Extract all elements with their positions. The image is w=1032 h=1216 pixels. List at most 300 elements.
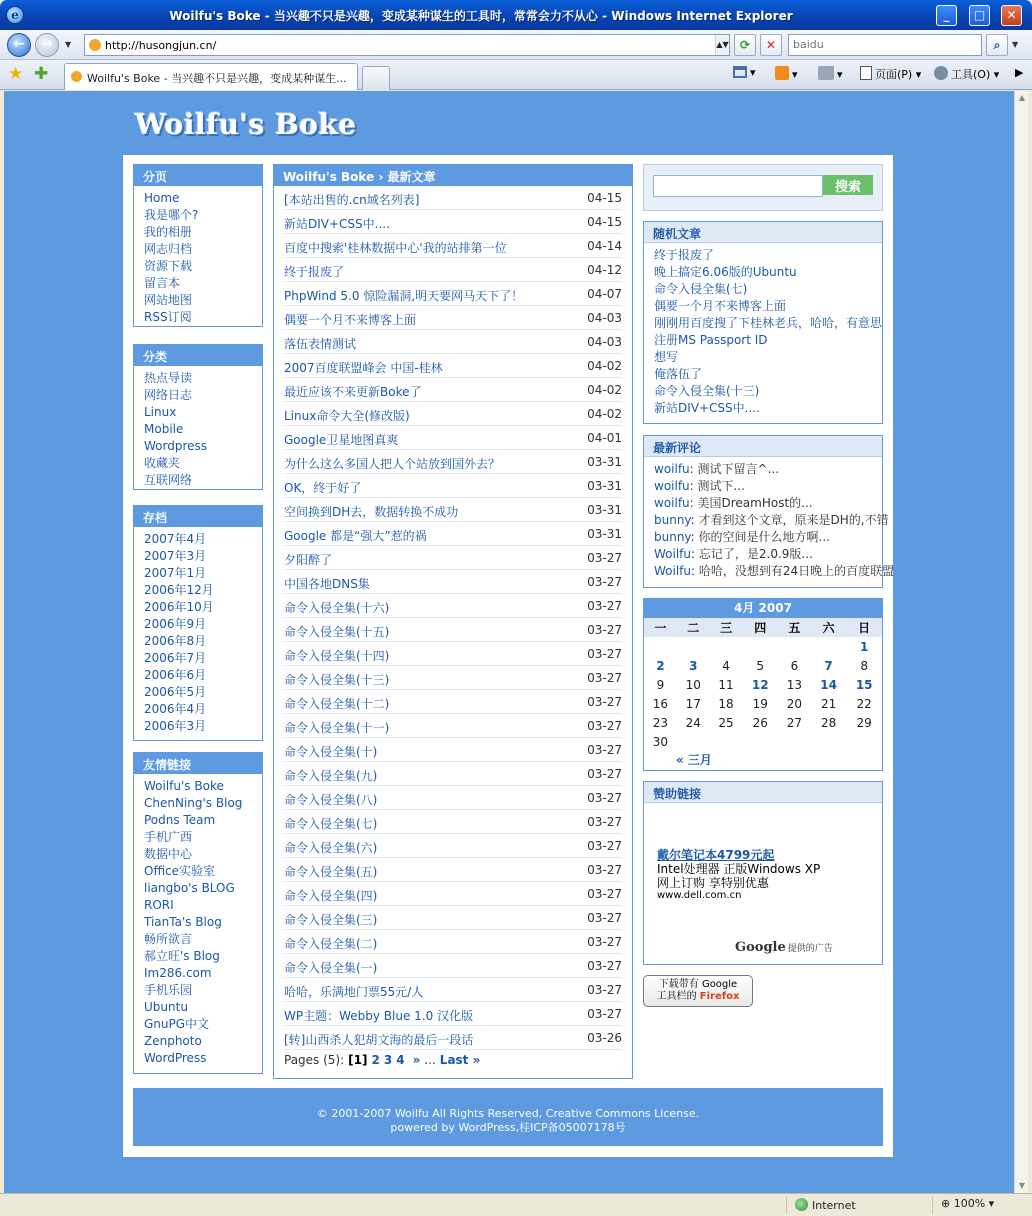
post-title-link[interactable]: 命令入侵全集(九) — [284, 769, 378, 783]
post-row — [284, 522, 622, 546]
url-dropdown-icon[interactable]: ▲▼ — [715, 35, 729, 55]
sidebar-category-link-label: 网络日志 — [144, 388, 193, 402]
post-title-link[interactable]: 命令入侵全集(十六) — [284, 601, 390, 615]
page-menu[interactable]: 页面(P) ▾ — [860, 66, 921, 82]
random-post-link[interactable] — [654, 264, 872, 281]
window-titlebar — [0, 0, 1032, 30]
post-row — [284, 666, 622, 690]
sidebar-page-link[interactable] — [144, 190, 262, 207]
post-row — [284, 258, 622, 282]
calendar-weekday: 五 — [778, 618, 811, 637]
comment-item[interactable] — [654, 529, 872, 546]
ad-display-url: www.dell.com.cn — [657, 890, 742, 901]
categories-widget — [133, 344, 263, 490]
calendar-weekday: 六 — [811, 618, 847, 637]
calendar-day-link[interactable]: 3 — [689, 658, 698, 673]
calendar-day — [778, 732, 811, 751]
comment-excerpt[interactable]: : 忘记了，是2.0.9版... — [691, 547, 813, 561]
sidebar-archive-link-label: 2007年1月 — [144, 566, 207, 580]
calendar-day-link[interactable]: 7 — [824, 658, 833, 673]
post-title-link[interactable]: [转]山西杀人犯胡文海的最后一段话 — [284, 1033, 474, 1047]
comment-author[interactable]: Woilfu — [654, 547, 692, 561]
post-title-link[interactable]: 命令入侵全集(二) — [284, 937, 378, 951]
calendar-day: 24 — [685, 715, 701, 730]
sidebar-friend-link-label: Im286.com — [144, 966, 212, 980]
comment-excerpt[interactable]: : 你的空间是什么地方啊... — [690, 530, 830, 544]
tab-bar — [0, 60, 1032, 90]
sidebar-archive-link-label: 2006年9月 — [144, 617, 207, 631]
sidebar-archive-link-label: 2007年4月 — [144, 532, 207, 546]
minimize-button[interactable]: _ — [936, 5, 957, 26]
google-ads-attribution[interactable] — [735, 940, 833, 955]
sidebar-page-link[interactable] — [144, 207, 262, 224]
post-title-link[interactable]: 百度中搜索'桂林数据中心'我的站排第一位 — [284, 241, 507, 255]
firefox-google-toolbar-button[interactable] — [643, 975, 753, 1007]
calendar-weekday: 二 — [677, 618, 710, 637]
firefox-button-line2: 工具栏的 Firefox — [656, 991, 740, 1002]
post-date: 03-27 — [587, 575, 622, 589]
sidebar-category-link[interactable] — [144, 387, 262, 404]
comment-excerpt[interactable]: : 测试下留言^... — [689, 462, 780, 476]
post-date: 04-02 — [587, 359, 622, 373]
refresh-icon[interactable]: ⟳ — [734, 34, 756, 56]
post-row — [284, 450, 622, 474]
pages-widget-title: 分页 — [134, 165, 262, 186]
vertical-scrollbar[interactable] — [1014, 91, 1028, 1193]
post-date: 03-31 — [587, 527, 622, 541]
post-title-link[interactable]: 命令入侵全集(十二) — [284, 697, 390, 711]
post-date: 04-15 — [587, 191, 622, 205]
post-title-link[interactable]: Google 都是“强大”惹的祸 — [284, 529, 427, 543]
google-logo: Google — [735, 940, 786, 955]
sidebar-archive-link-label: 2006年6月 — [144, 668, 207, 682]
sidebar-page-link[interactable] — [144, 241, 262, 258]
post-title-link[interactable]: 命令入侵全集(四) — [284, 889, 378, 903]
comment-item[interactable] — [654, 478, 872, 495]
calendar-day-link[interactable]: 2 — [656, 658, 665, 673]
post-date: 04-03 — [587, 335, 622, 349]
random-post-link[interactable] — [654, 315, 883, 332]
calendar-weekday: 四 — [742, 618, 778, 637]
comment-author[interactable]: Woilfu — [654, 564, 692, 578]
sidebar-archive-link[interactable] — [144, 718, 262, 735]
sidebar-page-link-label: 我的相册 — [144, 225, 193, 239]
post-title-link[interactable]: Linux命令大全(修改版) — [284, 409, 410, 423]
recent-comments-widget — [643, 435, 895, 588]
post-row — [284, 834, 622, 858]
post-row — [284, 354, 622, 378]
post-date: 03-31 — [587, 455, 622, 469]
post-date: 03-27 — [587, 719, 622, 733]
tab-title: Woilfu's Boke - 当兴趣不只是兴趣，变成某种谋生... — [87, 72, 347, 85]
random-post-link-label: 俺落伍了 — [654, 367, 703, 381]
sidebar-category-link-label: 收藏夹 — [144, 456, 181, 470]
gear-icon — [934, 66, 948, 80]
post-date: 04-02 — [587, 383, 622, 397]
post-row — [284, 306, 622, 330]
random-post-link[interactable] — [654, 247, 872, 264]
scroll-up-arrow-icon[interactable]: ▲ — [1018, 93, 1026, 102]
sidebar-archive-link[interactable] — [144, 667, 262, 684]
links-widget — [133, 752, 263, 1074]
post-title-link[interactable]: 夕阳醉了 — [284, 553, 333, 567]
post-title-link[interactable]: [本站出售的.cn域名列表] — [284, 193, 420, 207]
calendar-day: 19 — [752, 696, 768, 711]
post-title-link[interactable]: 落伍表情测试 — [284, 337, 357, 351]
rss-feed-icon[interactable]: ▾ — [775, 66, 798, 81]
archives-widget — [133, 505, 263, 741]
post-row — [284, 570, 622, 594]
calendar-day: 8 — [860, 658, 868, 673]
sidebar-page-link[interactable] — [144, 309, 262, 326]
site-search-button[interactable]: 搜索 — [823, 175, 873, 195]
sidebar-page-link[interactable] — [144, 258, 262, 275]
comment-author[interactable]: woilfu — [654, 496, 690, 510]
sidebar-friend-link[interactable] — [144, 1033, 262, 1050]
sidebar-friend-link[interactable] — [144, 914, 262, 931]
calendar-day: 30 — [652, 734, 669, 749]
security-zone[interactable] — [786, 1197, 926, 1214]
sidebar-friend-link[interactable] — [144, 880, 262, 897]
toolbar-overflow-icon[interactable]: ▶ — [1015, 66, 1024, 79]
sidebar-archive-link[interactable] — [144, 633, 262, 650]
sidebar-friend-link[interactable] — [144, 965, 262, 982]
comment-author[interactable]: bunny — [654, 530, 691, 544]
search-field[interactable] — [788, 34, 982, 56]
recent-posts-panel — [273, 164, 633, 1079]
comment-item[interactable] — [654, 495, 872, 512]
post-date: 04-15 — [587, 215, 622, 229]
post-date: 03-27 — [587, 911, 622, 925]
post-title-link[interactable]: 命令入侵全集(十三) — [284, 673, 390, 687]
calendar-day: 20 — [786, 696, 803, 711]
random-post-link-label: 命令入侵全集(十三) — [654, 384, 760, 398]
post-title-link[interactable]: 为什么这么多国人把人个站放到国外去？ — [284, 457, 501, 471]
calendar-day — [742, 637, 778, 656]
post-title-link[interactable]: Google卫星地图真爽 — [284, 433, 399, 447]
pagination-page-link[interactable]: 2 — [371, 1053, 380, 1067]
scroll-down-arrow-icon[interactable]: ▼ — [1018, 1181, 1026, 1190]
post-title-link[interactable]: 命令入侵全集(五) — [284, 865, 378, 879]
sidebar-archive-link[interactable] — [144, 650, 262, 667]
post-row — [284, 882, 622, 906]
post-date: 03-31 — [587, 479, 622, 493]
post-date: 04-03 — [587, 311, 622, 325]
calendar-day-link[interactable]: 14 — [820, 677, 837, 692]
calendar-day — [742, 732, 778, 751]
footer-powered-by: powered by WordPress,桂ICP备05007178号 — [390, 1121, 626, 1134]
random-post-link[interactable] — [654, 349, 872, 366]
sidebar-friend-link-label: 郝立旺's Blog — [144, 949, 220, 963]
sidebar-archive-link[interactable] — [144, 531, 262, 548]
post-row — [284, 546, 622, 570]
post-title-link[interactable]: 2007百度联盟峰会 中国-桂林 — [284, 361, 443, 375]
comment-excerpt[interactable]: : 美国DreamHost的... — [689, 496, 813, 510]
random-post-link-label: 晚上搞定6.06版的Ubuntu — [654, 265, 797, 279]
calendar-day-link[interactable]: 12 — [751, 677, 769, 692]
post-date: 03-27 — [587, 695, 622, 709]
new-tab-button[interactable] — [362, 66, 390, 90]
post-date: 04-07 — [587, 287, 622, 301]
sidebar-friend-link[interactable] — [144, 812, 262, 829]
sidebar-friend-link-label: ChenNing's Blog — [144, 796, 243, 810]
calendar-week — [644, 637, 882, 656]
ad-text-line-1: Intel处理器 正版Windows XP — [657, 862, 821, 876]
calendar-day-link[interactable]: 1 — [860, 639, 869, 654]
post-date: 04-01 — [587, 431, 622, 445]
post-title-link[interactable]: 新站DIV+CSS中.... — [284, 217, 390, 231]
post-date: 03-27 — [587, 551, 622, 565]
post-title-link[interactable]: 命令入侵全集(十一) — [284, 721, 390, 735]
post-row — [284, 714, 622, 738]
sidebar-archive-link-label: 2006年5月 — [144, 685, 207, 699]
calendar-day: 13 — [786, 677, 803, 692]
pagination-page-link[interactable]: 3 — [383, 1053, 393, 1067]
home-icon[interactable]: ▾ — [733, 66, 756, 79]
calendar-day: 28 — [820, 715, 837, 730]
sidebar-friend-link-label: liangbo's BLOG — [144, 881, 235, 895]
calendar-day: 27 — [786, 715, 803, 730]
add-favorites-icon[interactable]: ✚ — [34, 64, 49, 84]
post-title-link[interactable]: 中国各地DNS集 — [284, 577, 370, 591]
calendar-day — [710, 732, 743, 751]
post-title-link[interactable]: 哈哈，乐满地门票55元/人 — [284, 985, 424, 999]
post-title-link[interactable]: 命令入侵全集(十四) — [284, 649, 390, 663]
random-post-link[interactable] — [654, 281, 872, 298]
sidebar-friend-link[interactable] — [144, 897, 262, 914]
post-row — [284, 210, 622, 234]
calendar-prev-month[interactable]: « 三月 — [676, 753, 712, 767]
search-go-icon[interactable]: ⌕ — [986, 34, 1008, 56]
calendar-day — [710, 637, 743, 656]
zoom-control[interactable]: ⊕ 100% ▾ — [932, 1197, 1022, 1214]
sidebar-category-link[interactable] — [144, 404, 262, 421]
calendar-widget — [643, 598, 883, 771]
comment-author[interactable]: bunny — [654, 513, 691, 527]
sidebar-friend-link[interactable] — [144, 1016, 262, 1033]
recent-posts-title: Woilfu's Boke › 最新文章 — [274, 165, 632, 186]
sidebar-archive-link[interactable] — [144, 565, 262, 582]
post-row — [284, 762, 622, 786]
post-title-link[interactable]: 命令入侵全集(一) — [284, 961, 378, 975]
site-search-input[interactable] — [653, 175, 823, 197]
comment-item[interactable] — [654, 563, 895, 580]
sidebar-friend-link-label: Zenphoto — [144, 1034, 202, 1048]
post-title-link[interactable]: 命令入侵全集(三) — [284, 913, 378, 927]
tab-active[interactable] — [64, 63, 358, 90]
post-date: 03-27 — [587, 863, 622, 877]
sidebar-friend-link[interactable] — [144, 999, 262, 1016]
comment-item[interactable] — [654, 512, 889, 529]
calendar-day: 6 — [790, 658, 799, 673]
sidebar-friend-link[interactable] — [144, 863, 262, 880]
search-options-dropdown-icon[interactable]: ▼ — [1012, 40, 1019, 49]
sidebar-category-link[interactable] — [144, 438, 262, 455]
calendar-day — [644, 637, 677, 656]
links-list — [134, 774, 262, 1067]
sponsor-title: 赞助链接 — [644, 782, 882, 803]
sidebar-archive-link[interactable] — [144, 701, 262, 718]
calendar-day: 22 — [856, 696, 872, 711]
post-title-link[interactable]: OK，终于好了 — [284, 481, 362, 495]
post-title-link[interactable]: WP主题：Webby Blue 1.0 汉化版 — [284, 1009, 474, 1023]
pagination-last[interactable]: Last » — [439, 1053, 481, 1067]
calendar-day: 21 — [820, 696, 837, 711]
sidebar-friend-link-label: Office实验室 — [144, 864, 216, 878]
post-date: 04-02 — [587, 407, 622, 421]
pages-widget — [133, 164, 263, 327]
post-row — [284, 906, 622, 930]
post-row — [284, 378, 622, 402]
sidebar-page-link-label: 留言本 — [144, 276, 181, 290]
footer — [133, 1088, 883, 1146]
sidebar-friend-link[interactable] — [144, 931, 262, 948]
calendar-day: 11 — [718, 677, 734, 692]
post-date: 03-27 — [587, 671, 622, 685]
sidebar-friend-link-label: GnuPG中文 — [144, 1017, 210, 1031]
sidebar-category-link-label: 互联网络 — [144, 473, 193, 487]
sidebar-category-link-label: Linux — [144, 405, 177, 419]
random-post-link[interactable] — [654, 366, 872, 383]
calendar-day: 23 — [652, 715, 669, 730]
post-date: 03-27 — [587, 959, 622, 973]
favorites-star-icon[interactable]: ★ — [8, 64, 24, 84]
sidebar-friend-link[interactable] — [144, 1050, 262, 1067]
history-dropdown-icon[interactable]: ▼ — [65, 40, 72, 49]
sidebar-friend-link[interactable] — [144, 795, 262, 812]
sidebar-friend-link-label: 手机广西 — [144, 830, 193, 844]
calendar-day-link[interactable]: 15 — [855, 677, 873, 692]
post-title-link[interactable]: 命令入侵全集(七) — [284, 817, 378, 831]
back-button[interactable]: ← — [7, 33, 31, 57]
site-logo[interactable]: Woilfu's Boke — [135, 108, 357, 141]
post-row — [284, 426, 622, 450]
url-input[interactable] — [105, 37, 705, 53]
pagination-next[interactable]: » — [412, 1053, 421, 1067]
post-row — [284, 930, 622, 954]
post-title-link[interactable]: 命令入侵全集(十) — [284, 745, 378, 759]
sidebar-friend-link-label: Podns Team — [144, 813, 216, 827]
sidebar-category-link[interactable] — [144, 370, 262, 387]
pagination-page-link[interactable]: 4 — [396, 1053, 405, 1067]
forward-button[interactable]: → — [35, 33, 59, 57]
post-title-link[interactable]: 偶要一个月不来博客上面 — [284, 313, 417, 327]
post-title-link[interactable]: 命令入侵全集(十五) — [284, 625, 390, 639]
sidebar-archive-link[interactable] — [144, 548, 262, 565]
post-row — [284, 474, 622, 498]
sidebar-category-link-label: Mobile — [144, 422, 184, 436]
globe-icon — [795, 1198, 808, 1211]
ie-app-icon: e — [6, 6, 24, 24]
post-date: 03-27 — [587, 1007, 622, 1021]
search-input[interactable] — [789, 35, 979, 53]
random-post-link[interactable] — [654, 298, 872, 315]
sidebar-page-link[interactable] — [144, 292, 262, 309]
calendar-day — [811, 732, 847, 751]
comment-author[interactable]: woilfu — [654, 479, 690, 493]
post-date: 03-26 — [587, 1031, 622, 1045]
sidebar-friend-link[interactable] — [144, 829, 262, 846]
random-post-link[interactable] — [654, 400, 872, 417]
sidebar-archive-link[interactable] — [144, 582, 262, 599]
pagination-current: [1] — [348, 1053, 368, 1067]
calendar-table — [644, 618, 882, 751]
post-title-link[interactable]: 空间换到DH去，数据转换不成功 — [284, 505, 459, 519]
comment-item[interactable] — [654, 461, 872, 478]
url-field[interactable] — [84, 34, 730, 56]
random-post-link-label: 终于报废了 — [654, 248, 715, 262]
maximize-button[interactable]: □ — [969, 5, 990, 26]
comment-excerpt[interactable]: : 才看到这个文章，原来是DH的,不错 — [690, 513, 889, 527]
calendar-week — [644, 732, 882, 751]
sidebar-friend-link[interactable] — [144, 846, 262, 863]
post-title-link[interactable]: PhpWind 5.0 惊险漏洞,明天要网马天下了！ — [284, 289, 524, 303]
post-title-link[interactable]: 终于报废了 — [284, 265, 345, 279]
random-post-link-label: 命令入侵全集(七) — [654, 282, 748, 296]
random-post-link[interactable] — [654, 383, 872, 400]
sponsor-widget — [643, 781, 883, 965]
post-row — [284, 498, 622, 522]
ad-headline-link[interactable]: 戴尔笔记本4799元起 — [657, 848, 775, 862]
tools-menu[interactable]: 工具(O) ▾ — [934, 66, 999, 82]
post-row — [284, 330, 622, 354]
page-icon — [860, 66, 872, 80]
post-title-link[interactable]: 命令入侵全集(八) — [284, 793, 378, 807]
comment-author[interactable]: woilfu — [654, 462, 690, 476]
print-icon[interactable]: ▾ — [818, 66, 843, 81]
site-favicon-icon — [89, 39, 101, 51]
calendar-day: 25 — [718, 715, 734, 730]
sidebar-category-link[interactable] — [144, 421, 262, 438]
post-date: 03-27 — [587, 887, 622, 901]
calendar-day — [811, 637, 847, 656]
comment-excerpt[interactable]: : 哈哈，没想到有24日晚上的百度联盟 — [691, 564, 895, 578]
sidebar-friend-link-label: RORI — [144, 898, 174, 912]
sidebar-page-link[interactable] — [144, 275, 262, 292]
ad-text-line-2: 网上订购 享特别优惠 — [657, 876, 769, 890]
calendar-weekday: 日 — [846, 618, 882, 637]
post-date: 04-12 — [587, 263, 622, 277]
stop-icon[interactable]: ✕ — [760, 34, 782, 56]
sidebar-friend-link[interactable] — [144, 778, 262, 795]
post-date: 03-27 — [587, 623, 622, 637]
sidebar-category-link[interactable] — [144, 472, 262, 489]
footer-copyright: © 2001-2007 Woilfu All Rights Reserved, Creative Commons License. — [316, 1107, 700, 1120]
post-date: 03-27 — [587, 815, 622, 829]
sidebar-archive-link[interactable] — [144, 616, 262, 633]
post-row — [284, 978, 622, 1002]
address-bar — [0, 30, 1032, 60]
sidebar-page-link[interactable] — [144, 224, 262, 241]
random-post-link-label: 注册MS Passport ID — [654, 333, 768, 347]
sidebar-archive-link[interactable] — [144, 684, 262, 701]
sidebar-archive-link-label: 2006年3月 — [144, 719, 207, 733]
random-post-link[interactable] — [654, 332, 872, 349]
post-row — [284, 402, 622, 426]
post-list — [274, 186, 632, 1050]
close-button[interactable]: ✕ — [1001, 5, 1022, 26]
sidebar-page-link-label: 网志归档 — [144, 242, 193, 256]
sidebar-friend-link[interactable] — [144, 948, 262, 965]
sidebar-category-link[interactable] — [144, 455, 262, 472]
sidebar-page-link-label: 我是哪个? — [144, 208, 199, 222]
comment-excerpt[interactable]: : 测试下... — [689, 479, 745, 493]
post-title-link[interactable]: 命令入侵全集(六) — [284, 841, 378, 855]
post-title-link[interactable]: 最近应该不来更新Boke了 — [284, 385, 422, 399]
sidebar-friend-link[interactable] — [144, 982, 262, 999]
sidebar-archive-link[interactable] — [144, 599, 262, 616]
comment-item[interactable] — [654, 546, 872, 563]
